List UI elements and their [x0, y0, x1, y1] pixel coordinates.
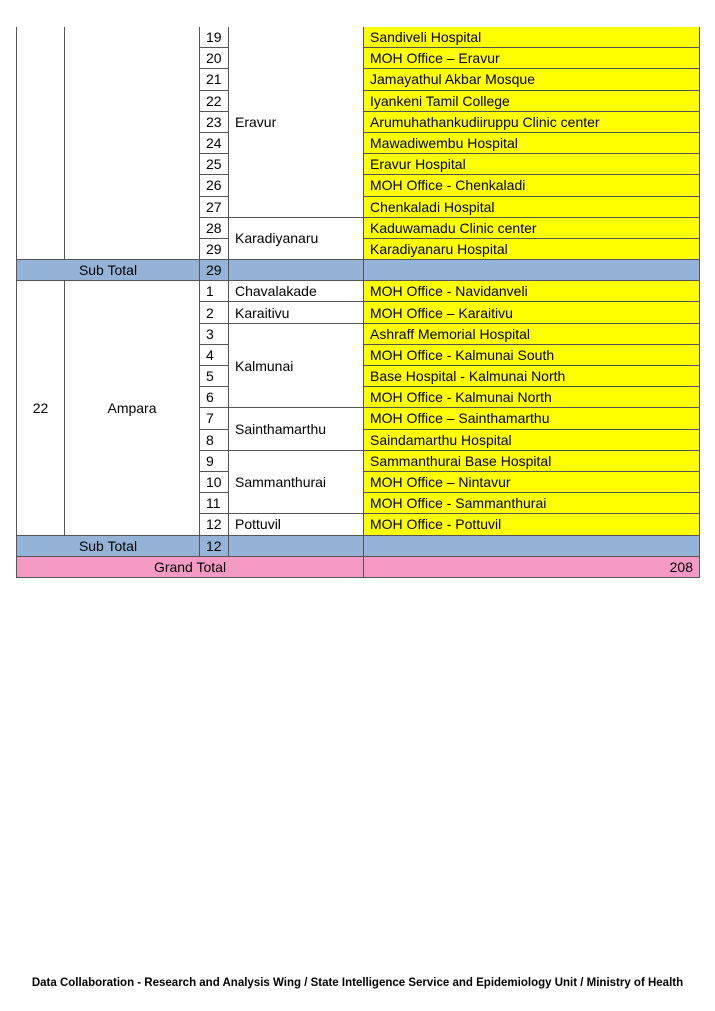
- area-cell-sammanthurai: Sammanthurai: [229, 450, 364, 514]
- location-cell: Chenkaladi Hospital: [364, 196, 700, 217]
- location-cell: Arumuhathankudiiruppu Clinic center: [364, 111, 700, 132]
- location-cell: Sammanthurai Base Hospital: [364, 450, 700, 471]
- grand-total-label: Grand Total: [17, 556, 364, 577]
- subtotal-value: 29: [200, 260, 229, 281]
- row-number: 22: [200, 90, 229, 111]
- row-number: 5: [200, 366, 229, 387]
- row-number: 8: [200, 429, 229, 450]
- location-cell: Ashraff Memorial Hospital: [364, 323, 700, 344]
- row-number: 2: [200, 302, 229, 323]
- row-number: 6: [200, 387, 229, 408]
- location-cell: MOH Office - Pottuvil: [364, 514, 700, 535]
- subtotal-empty-cell: [229, 535, 364, 556]
- row-number: 23: [200, 111, 229, 132]
- location-cell: Eravur Hospital: [364, 154, 700, 175]
- subtotal-value: 12: [200, 535, 229, 556]
- location-cell: Iyankeni Tamil College: [364, 90, 700, 111]
- table-row: [17, 281, 700, 302]
- district-no-cell: 22: [17, 281, 65, 535]
- table-row: [17, 27, 700, 48]
- row-number: 12: [200, 514, 229, 535]
- location-cell: Sandiveli Hospital: [364, 27, 700, 48]
- subtotal-row: [17, 260, 700, 281]
- area-cell-kalmunai: Kalmunai: [229, 323, 364, 408]
- location-cell: MOH Office - Sammanthurai: [364, 493, 700, 514]
- row-number: 28: [200, 217, 229, 238]
- row-number: 10: [200, 471, 229, 492]
- subtotal-label: Sub Total: [17, 260, 200, 281]
- location-cell: MOH Office – Eravur: [364, 48, 700, 69]
- row-number: 25: [200, 154, 229, 175]
- row-number: 26: [200, 175, 229, 196]
- row-number: 9: [200, 450, 229, 471]
- area-cell-eravur: Eravur: [229, 27, 364, 217]
- row-number: 20: [200, 48, 229, 69]
- subtotal-row: [17, 535, 700, 556]
- locations-table: [16, 27, 700, 578]
- row-number: 3: [200, 323, 229, 344]
- area-cell-karaitivu: Karaitivu: [229, 302, 364, 323]
- row-number: 29: [200, 238, 229, 259]
- area-cell-chavalakade: Chavalakade: [229, 281, 364, 302]
- row-number: 11: [200, 493, 229, 514]
- location-cell: MOH Office – Sainthamarthu: [364, 408, 700, 429]
- location-cell: Base Hospital - Kalmunai North: [364, 366, 700, 387]
- location-cell: MOH Office - Navidanveli: [364, 281, 700, 302]
- subtotal-empty-cell: [364, 535, 700, 556]
- location-cell: Kaduwamadu Clinic center: [364, 217, 700, 238]
- area-cell-karadiyanaru: Karadiyanaru: [229, 217, 364, 259]
- subtotal-empty-cell: [229, 260, 364, 281]
- location-cell: MOH Office - Kalmunai South: [364, 344, 700, 365]
- district-name-cell: Ampara: [65, 281, 200, 535]
- location-cell: Karadiyanaru Hospital: [364, 238, 700, 259]
- subtotal-label: Sub Total: [17, 535, 200, 556]
- row-number: 21: [200, 69, 229, 90]
- page-footer: Data Collaboration - Research and Analysis Wing / State Intelligence Service and Epidemiology Unit / Ministry of Health: [31, 977, 684, 989]
- row-number: 24: [200, 132, 229, 153]
- row-number: 1: [200, 281, 229, 302]
- subtotal-empty-cell: [364, 260, 700, 281]
- location-cell: MOH Office – Nintavur: [364, 471, 700, 492]
- location-cell: Saindamarthu Hospital: [364, 429, 700, 450]
- location-cell: MOH Office - Kalmunai North: [364, 387, 700, 408]
- location-cell: Mawadiwembu Hospital: [364, 132, 700, 153]
- row-number: 4: [200, 344, 229, 365]
- area-cell-sainthamarthu: Sainthamarthu: [229, 408, 364, 450]
- row-number: 27: [200, 196, 229, 217]
- area-cell-pottuvil: Pottuvil: [229, 514, 364, 535]
- grand-total-row: [17, 556, 700, 577]
- district-no-cell: [17, 27, 65, 260]
- grand-total-value: 208: [364, 556, 700, 577]
- row-number: 7: [200, 408, 229, 429]
- location-cell: Jamayathul Akbar Mosque: [364, 69, 700, 90]
- location-cell: MOH Office – Karaitivu: [364, 302, 700, 323]
- row-number: 19: [200, 27, 229, 48]
- district-name-cell: [65, 27, 200, 260]
- location-cell: MOH Office - Chenkaladi: [364, 175, 700, 196]
